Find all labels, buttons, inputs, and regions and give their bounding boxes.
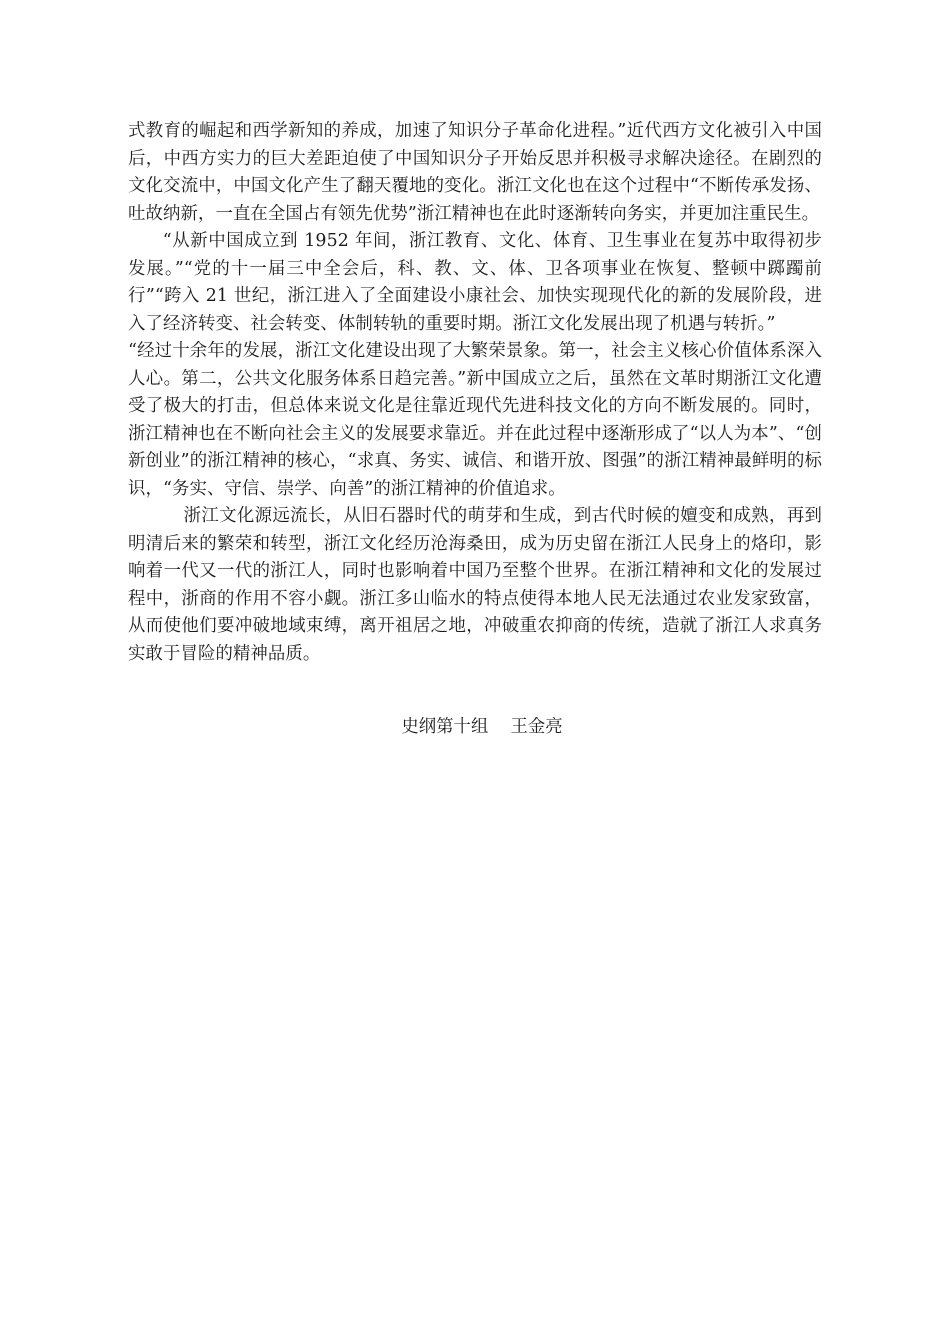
document-body bbox=[128, 118, 822, 668]
paragraph-3: “经过十余年的发展，浙江文化建设出现了大繁荣景象。第一，社会主义核心价值体系深入人心。第二，公共文化服务体系日趋完善。”新中国成立之后，虽然在文革时期浙江文化遭受了极大的打击，但总体来说文化是往靠近现代先进科技文化的方向不断发展的。同时，浙江精神也在不断向社会主义的发展要求靠近。并在此过程中逐渐形成了“以人为本”、“创新创业”的浙江精神的核心，“求真、务实、诚信、和谐开放、图强”的浙江精神最鲜明的标识，“务实、守信、崇学、向善”的浙江精神的价值追求。 bbox=[128, 341, 822, 499]
signature-line bbox=[128, 714, 822, 742]
paragraph-4: 浙江文化源远流长，从旧石器时代的萌芽和生成，到古代时候的嬗变和成熟，再到明清后来的繁荣和转型，浙江文化经历沧海桑田，成为历史留在浙江人民身上的烙印，影响着一代又一代的浙江人，同时也影响着中国乃至整个世界。在浙江精神和文化的发展过程中，浙商的作用不容小觑。浙江多山临水的特点使得本地人民无法通过农业发家致富，从而使他们要冲破地域束缚，离开祖居之地，冲破重农抑商的传统，造就了浙江人求真务实敢于冒险的精神品质。 bbox=[128, 506, 822, 664]
paragraph-2: “从新中国成立到 1952 年间，浙江教育、文化、体育、卫生事业在复苏中取得初步发展。”“党的十一届三中全会后，科、教、文、体、卫各项事业在恢复、整顿中踯躅前行”“跨入 21 世纪，浙江进入了全面建设小康社会、加快实现现代化的新的发展阶段，进入了经济转变、社会转变、体制转轨的重要时期。浙江文化发展出现了机遇与转折。” bbox=[128, 231, 822, 334]
paragraph-1: 式教育的崛起和西学新知的养成，加速了知识分子革命化进程。”近代西方文化被引入中国后，中西方实力的巨大差距迫使了中国知识分子开始反思并积极寻求解决途径。在剧烈的文化交流中，中国文化产生了翻天覆地的变化。浙江文化也在这个过程中“不断传承发扬、吐故纳新，一直在全国占有领先优势”浙江精神也在此时逐渐转向务实，并更加注重民生。 bbox=[128, 121, 822, 224]
signature-text: 史纲第十组 王金亮 bbox=[401, 717, 563, 737]
